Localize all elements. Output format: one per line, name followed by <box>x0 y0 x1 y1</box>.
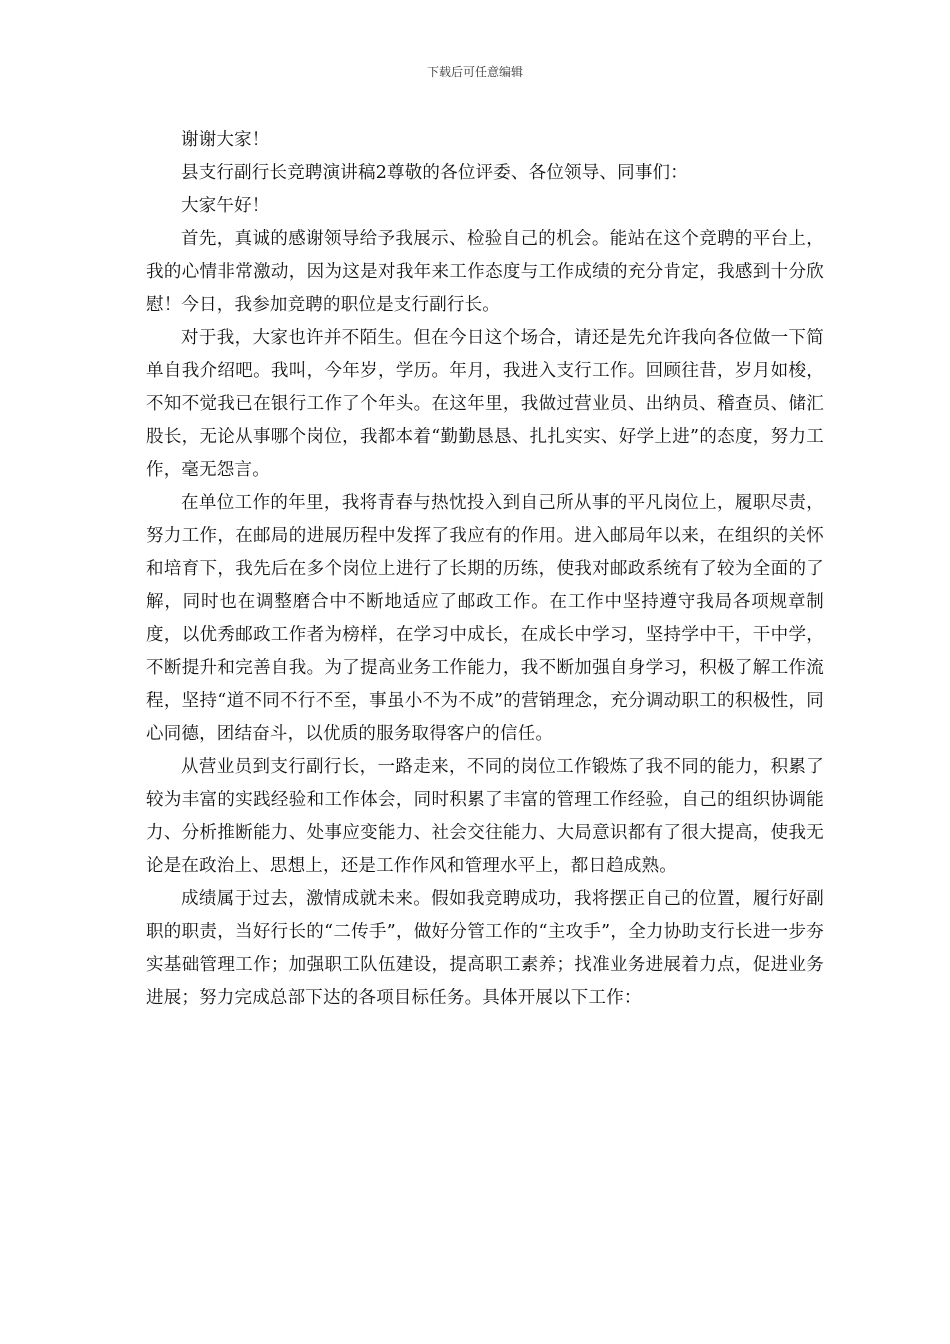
paragraph-work-experience: 在单位工作的年里，我将青春与热忱投入到自己所从事的平凡岗位上，履职尽责，努力工作，在邮局的进展历程中发挥了我应有的作用。进入邮局年以来，在组织的关怀和培育下，我先后在多个岗位上进行了长期的历练，使我对邮政系统有了较为全面的了解，同时也在调整磨合中不断地适应了邮政工作。在工作中坚持遵守我局各项规章制度，以优秀邮政工作者为榜样，在学习中成长，在成长中学习，坚持学中干，干中学，不断提升和完善自我。为了提高业务工作能力，我不断加强自身学习，积极了解工作流程，坚持“道不同不行不至，事虽小不为不成”的营销理念，充分调动职工的积极性，同心同德，团结奋斗，以优质的服务取得客户的信任。 <box>146 493 824 744</box>
paragraph-plans: 成绩属于过去，激情成就未来。假如我竞聘成功，我将摆正自己的位置，履行好副职的职责，当好行长的“二传手”，做好分管工作的“主攻手”，全力协助支行长进一步夯实基础管理工作；加强职工队伍建设，提高职工素养；找准业务进展着力点，促进业务进展；努力完成总部下达的各项目标任务。具体开展以下工作： <box>146 889 824 1008</box>
paragraph-greeting: 大家午好！ <box>181 196 270 216</box>
paragraph-intro: 首先，真诚的感谢领导给予我展示、检验自己的机会。能站在这个竞聘的平台上，我的心情非常激动，因为这是对我年来工作态度与工作成绩的充分肯定，我感到十分欣慰！今日，我参加竞聘的职位是支行副行长。 <box>146 229 824 315</box>
paragraph-self-introduction: 对于我，大家也许并不陌生。但在今日这个场合，请还是先允许我向各位做一下简单自我介绍吧。我叫，今年岁，学历。年月，我进入支行工作。回顾往昔，岁月如梭，不知不觉我已在银行工作了个年头。在这年里，我做过营业员、出纳员、稽查员、储汇股长，无论从事哪个岗位，我都本着“勤勤恳恳、扎扎实实、好学上进”的态度，努力工作，毫无怨言。 <box>146 328 824 480</box>
paragraph-growth: 从营业员到支行副行长，一路走来，不同的岗位工作锻炼了我不同的能力，积累了较为丰富的实践经验和工作体会，同时积累了丰富的管理工作经验，自己的组织协调能力、分析推断能力、处事应变能力、社会交往能力、大局意识都有了很大提高，使我无论是在政治上、思想上，还是工作作风和管理水平上，都日趋成熟。 <box>146 757 824 876</box>
paragraph-thanks: 谢谢大家！ <box>181 130 270 150</box>
document-body <box>146 124 824 1015</box>
page-header-note: 下载后可任意编辑 <box>426 65 523 79</box>
paragraph-speech-title: 县支行副行长竞聘演讲稿2尊敬的各位评委、各位领导、同事们： <box>181 163 688 183</box>
